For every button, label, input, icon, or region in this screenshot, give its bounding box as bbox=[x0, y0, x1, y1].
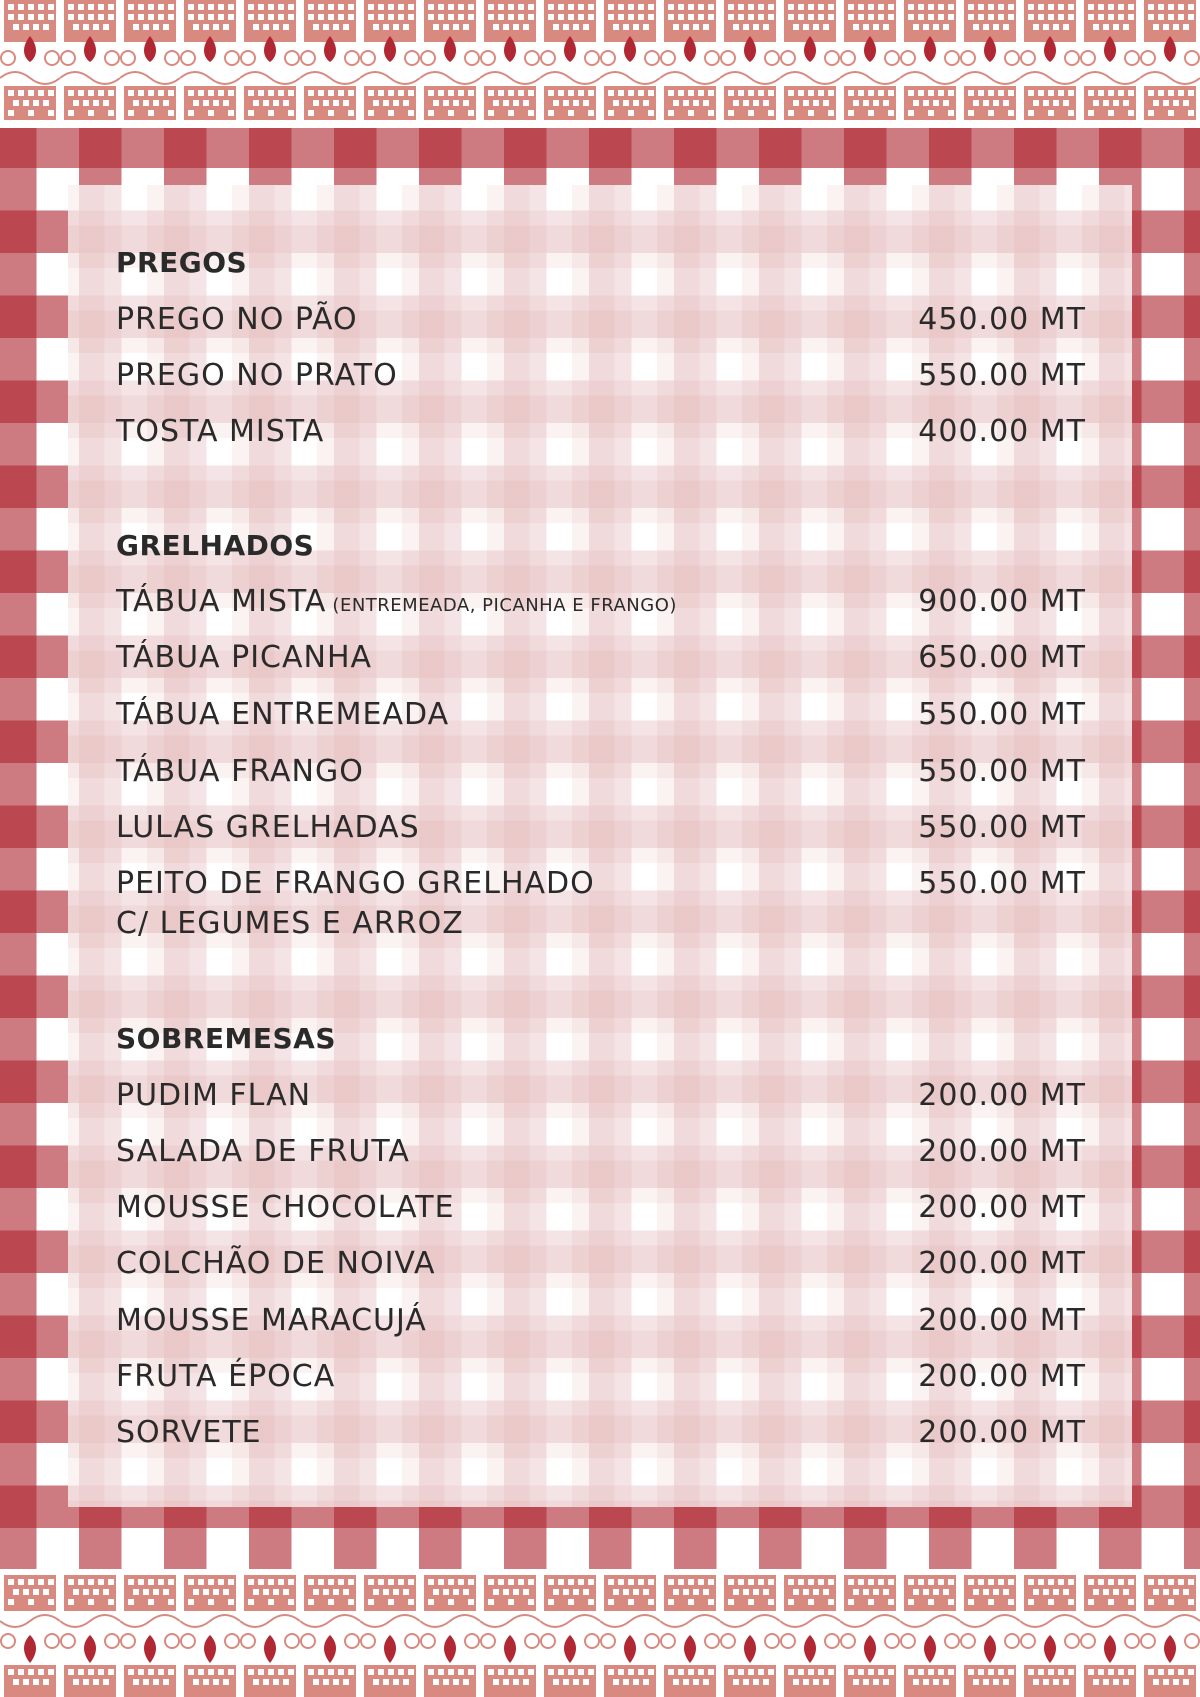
item-price: 550.00 MT bbox=[918, 810, 1086, 845]
item-name: TOSTA MISTA bbox=[116, 414, 325, 449]
menu-item bbox=[116, 302, 1086, 346]
lace-border-bottom bbox=[0, 1569, 1200, 1697]
section-title-grelhados: GRELHADOS bbox=[116, 529, 315, 562]
item-name: TÁBUA PICANHA bbox=[116, 640, 373, 675]
item-name: SALADA DE FRUTA bbox=[116, 1134, 410, 1169]
item-price: 200.00 MT bbox=[918, 1134, 1086, 1169]
item-price: 200.00 MT bbox=[918, 1246, 1086, 1281]
item-name: TÁBUA MISTA bbox=[116, 584, 327, 619]
item-price: 550.00 MT bbox=[918, 358, 1086, 393]
menu-item bbox=[116, 358, 1086, 402]
item-name: LULAS GRELHADAS bbox=[116, 810, 420, 845]
item-price: 200.00 MT bbox=[918, 1078, 1086, 1113]
item-price: 650.00 MT bbox=[918, 640, 1086, 675]
menu-item bbox=[116, 1134, 1086, 1178]
item-name: FRUTA ÉPOCA bbox=[116, 1359, 336, 1394]
item-price: 550.00 MT bbox=[918, 866, 1086, 901]
item-name: SORVETE bbox=[116, 1415, 262, 1450]
item-price: 200.00 MT bbox=[918, 1415, 1086, 1450]
menu-item bbox=[116, 1415, 1086, 1459]
menu-item bbox=[116, 1359, 1086, 1403]
item-name: MOUSSE CHOCOLATE bbox=[116, 1190, 455, 1225]
lace-pattern-bottom bbox=[0, 1569, 1200, 1697]
menu-item bbox=[116, 1190, 1086, 1234]
menu-item bbox=[116, 1303, 1086, 1347]
item-price: 900.00 MT bbox=[918, 584, 1086, 619]
menu-item bbox=[116, 866, 1086, 950]
item-price: 450.00 MT bbox=[918, 302, 1086, 337]
menu-item bbox=[116, 584, 1086, 628]
item-price: 400.00 MT bbox=[918, 414, 1086, 449]
menu-item bbox=[116, 1246, 1086, 1290]
item-price: 550.00 MT bbox=[918, 754, 1086, 789]
item-price: 200.00 MT bbox=[918, 1303, 1086, 1338]
section-title-sobremesas: SOBREMESAS bbox=[116, 1022, 336, 1055]
item-name-with-note bbox=[116, 584, 677, 619]
item-name: PEITO DE FRANGO GRELHADO bbox=[116, 866, 595, 901]
item-price: 200.00 MT bbox=[918, 1190, 1086, 1225]
menu-item bbox=[116, 640, 1086, 684]
menu-item bbox=[116, 697, 1086, 741]
section-title-pregos: PREGOS bbox=[116, 246, 248, 279]
item-name: PREGO NO PRATO bbox=[116, 358, 398, 393]
item-name: COLCHÃO DE NOIVA bbox=[116, 1246, 436, 1281]
lace-border-top bbox=[0, 0, 1200, 128]
item-note: (ENTREMEADA, PICANHA E FRANGO) bbox=[332, 595, 677, 616]
item-name: PREGO NO PÃO bbox=[116, 302, 358, 337]
item-name: PUDIM FLAN bbox=[116, 1078, 312, 1113]
item-name: MOUSSE MARACUJÁ bbox=[116, 1303, 427, 1338]
menu-item bbox=[116, 414, 1086, 458]
item-price: 550.00 MT bbox=[918, 697, 1086, 732]
item-name-line2: C/ LEGUMES E ARROZ bbox=[116, 906, 464, 941]
item-name: TÁBUA ENTREMEADA bbox=[116, 697, 450, 732]
menu-item bbox=[116, 754, 1086, 798]
item-price: 200.00 MT bbox=[918, 1359, 1086, 1394]
lace-pattern-top bbox=[0, 0, 1200, 128]
menu-item bbox=[116, 1078, 1086, 1122]
menu-item bbox=[116, 810, 1086, 854]
item-name: TÁBUA FRANGO bbox=[116, 754, 364, 789]
